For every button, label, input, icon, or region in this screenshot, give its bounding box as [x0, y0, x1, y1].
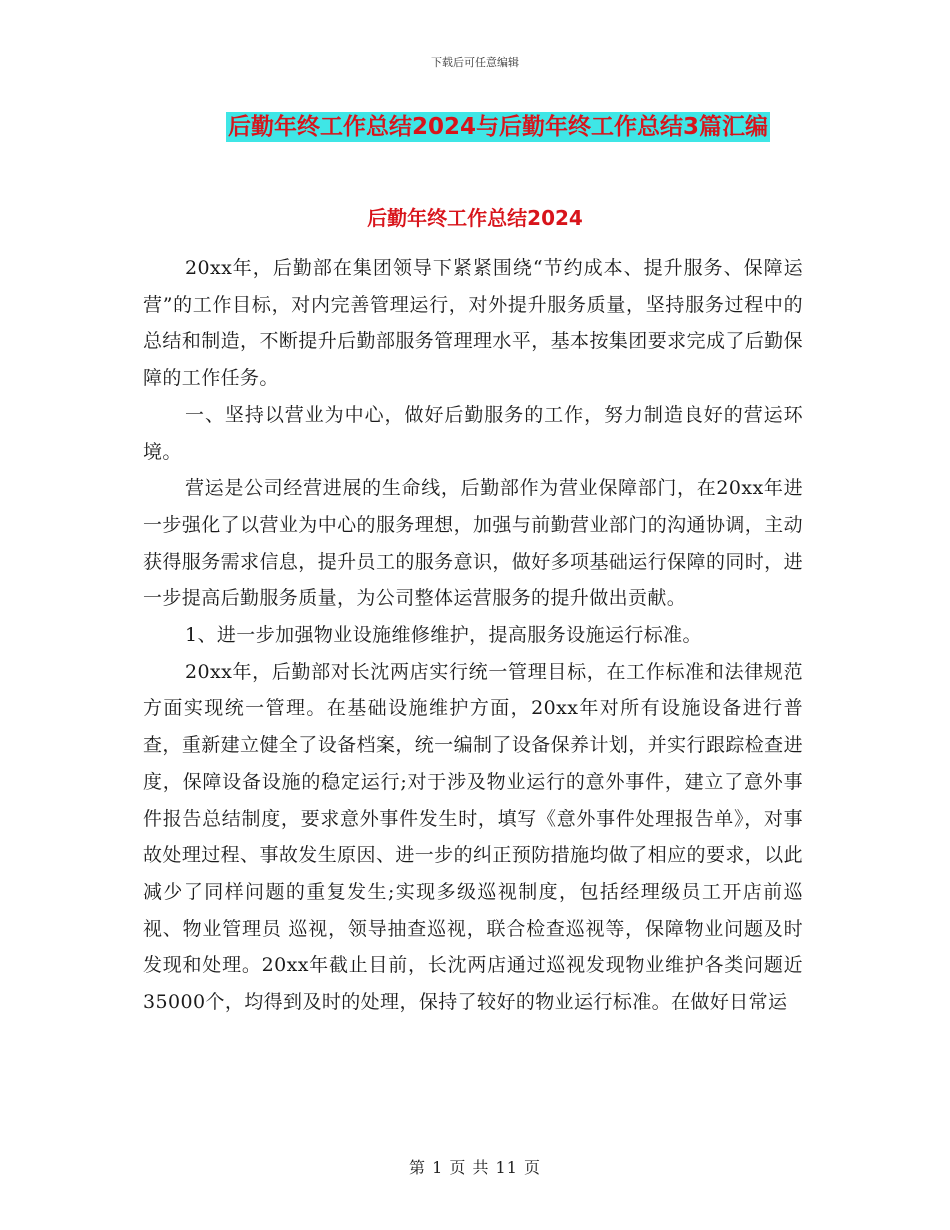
document-title: 后勤年终工作总结2024与后勤年终工作总结3篇汇编 — [227, 114, 769, 140]
paragraph: 营运是公司经营进展的生命线，后勤部作为营业保障部门，在20xx年进一步强化了以营业为中心的服务理想，加强与前勤营业部门的沟通协调，主动获得服务需求信息，提升员工的服务意识，做好多项基础运行保障的同时，进一步提高后勤服务质量，为公司整体运营服务的提升做出贡献。 — [143, 477, 803, 610]
document-title-container — [0, 112, 950, 142]
page-number: 第 1 页 共 11 页 — [409, 1158, 541, 1177]
section-title: 后勤年终工作总结2024 — [367, 206, 583, 230]
paragraph: 一、坚持以营业为中心，做好后勤服务的工作，努力制造良好的营运环境。 — [143, 403, 803, 463]
document-body — [143, 250, 803, 1021]
paragraph: 20xx年，后勤部在集团领导下紧紧围绕“节约成本、提升服务、保障运营”的工作目标，对内完善管理运行，对外提升服务质量，坚持服务过程中的总结和制造，不断提升后勤部服务管理理水平，基本按集团要求完成了后勤保障的工作任务。 — [143, 257, 803, 390]
paragraph: 20xx年，后勤部对长沈两店实行统一管理目标，在工作标准和法律规范方面实现统一管理。在基础设施维护方面，20xx年对所有设施设备进行普查，重新建立健全了设备档案，统一编制了设备保养计划，并实行跟踪检查进度，保障设备设施的稳定运行;对于涉及物业运行的意外事件，建立了意外事件报告总结制度，要求意外事件发生时，填写《意外事件处理报告单》，对事故处理过程、事故发生原因、进一步的纠正预防措施均做了相应的要求，以此减少了同样问题的重复发生;实现多级巡视制度，包括经理级员工开店前巡视、物业管理员 巡视，领导抽查巡视，联合检查巡视等，保障物业问题及时发现和处理。20xx年截止目前，长沈两店通过巡视发现物业维护各类问题近35000个，均得到及时的处理，保持了较好的物业运行标准。在做好日常运 — [143, 660, 803, 1014]
paragraph: 1、进一步加强物业设施维修维护，提高服务设施运行标准。 — [185, 624, 702, 647]
page-header-note: 下载后可任意编辑 — [431, 56, 519, 69]
